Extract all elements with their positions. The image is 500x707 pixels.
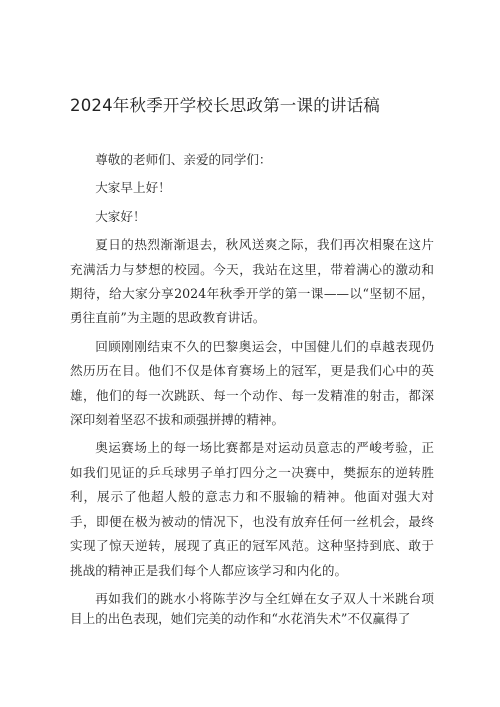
hello-paragraph: 大家好！ <box>95 208 146 224</box>
intro-paragraph: 夏日的热烈渐渐退去，秋风送爽之际，我们再次相聚在这片充满活力与梦想的校园。今天，我站在这里，带着满心的激动和期待，给大家分享2024年秋季开学的第一课——以“坚韧不屈，勇往直前”为主题的思政教育讲话。 <box>70 237 434 326</box>
fan-zhendong-paragraph: 奥运赛场上的每一场比赛都是对运动员意志的严峻考验，正如我们见证的乒乓球男子单打四分之一决赛中，樊振东的逆转胜利，展示了他超人般的意志力和不服输的精神。他面对强大对手，即便在极为被动的情况下，也没有放弃任何一丝机会，最终实现了惊天逆转，展现了真正的冠军风范。这种坚持到底、敢于挑战的精神正是我们每个人都应该学习和内化的。 <box>70 440 434 578</box>
document-body <box>70 148 434 633</box>
greeting-paragraph: 尊敬的老师们、亲爱的同学们： <box>95 152 272 167</box>
olympics-paragraph: 回顾刚刚结束不久的巴黎奥运会，中国健儿们的卓越表现仍然历历在目。他们不仅是体育赛场上的冠军，更是我们心中的英雄，他们的每一次跳跃、每一个动作、每一发精准的射击，都深深印刻着坚忍不拔和顽强拼搏的精神。 <box>70 338 434 428</box>
document-title: 2024年秋季开学校长思政第一课的讲话稿 <box>70 96 380 115</box>
diving-paragraph: 再如我们的跳水小将陈芋汐与全红婵在女子双人十米跳台项目上的出色表现，她们完美的动作和“水花消失术”不仅赢得了 <box>70 590 434 626</box>
morning-greeting-paragraph: 大家早上好！ <box>95 180 171 196</box>
